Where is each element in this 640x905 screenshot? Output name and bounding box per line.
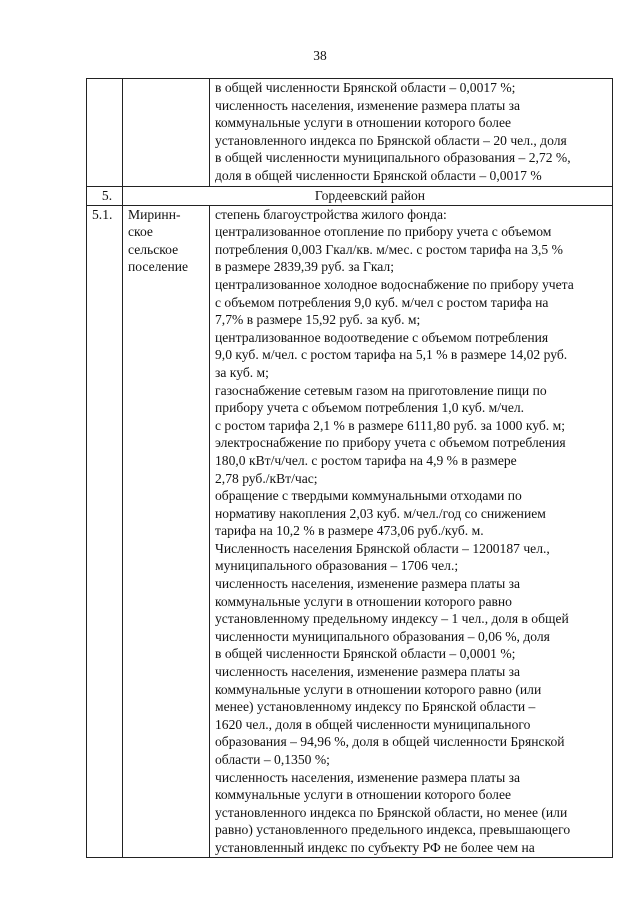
text-line: 9,0 куб. м/чел. с ростом тарифа на 5,1 % в размере 14,02 руб. [215,347,568,363]
text-line: коммунальные услуги в отношении которого равно [215,593,512,609]
text-line: в общей численности Брянской области – 0,0001 %; [215,646,516,662]
text-line: численности муниципального образования – 0,06 %, доля [215,628,550,644]
section-number: 5. [87,187,123,206]
settlement-row [87,205,613,857]
text-line: в размере 2839,39 руб. за Гкал; [215,259,394,275]
text-line: менее) установленному индексу по Брянской области – [215,699,536,715]
text-line: равно) установленного предельного индекса, превышающего [215,822,571,838]
continuation-municipality-cell [123,79,210,187]
text-line: коммунальные услуги в отношении которого более [215,115,512,131]
row-text-cell [210,205,613,857]
tariff-table [86,78,613,858]
page-number: 38 [313,48,327,63]
text-line: с объемом потребления 9,0 куб. м/чел с ростом тарифа на [215,294,549,310]
section-title: Гордеевский район [123,187,613,206]
text-line: численность населения, изменение размера платы за [215,576,521,592]
text-line: образования – 94,96 %, доля в общей численности Брянской [215,734,565,750]
text-line: численность населения, изменение размера платы за [215,769,521,785]
row-number: 5.1. [87,205,123,857]
section-row [87,187,613,206]
text-line: степень благоустройства жилого фонда: [215,206,447,222]
text-line: в общей численности Брянской области – 0,0017 %; [215,80,516,95]
text-line: численность населения, изменение размера платы за [215,97,521,113]
text-line: Численность населения Брянской области – 1200187 чел., [215,540,550,556]
text-line: установленному предельному индексу – 1 чел., доля в общей [215,611,569,627]
text-line: области – 0,1350 %; [215,752,330,767]
text-line: муниципального образования – 1706 чел.; [215,558,459,574]
text-line: коммунальные услуги в отношении которого более [215,787,512,803]
text-line: тарифа на 10,2 % в размере 473,06 руб./куб. м. [215,523,484,539]
text-line: коммунальные услуги в отношении которого равно (или [215,681,542,697]
municipality-line: поселение [128,259,189,275]
text-line: 2,78 руб./кВт/час; [215,470,318,486]
text-line: обращение с твердыми коммунальными отходами по [215,488,522,504]
text-line: 1620 чел., доля в общей численности муниципального [215,716,531,732]
municipality-line: Миринн- [128,206,181,222]
text-line: установленного индекса по Брянской области – 20 чел., доля [215,132,567,148]
text-line: газоснабжение сетевым газом на приготовление пищи по [215,382,547,398]
text-line: численность населения, изменение размера платы за [215,664,521,680]
text-line: 180,0 кВт/ч/чел. с ростом тарифа на 4,9 % в размере [215,452,517,468]
continuation-row [87,79,613,187]
text-line: с ростом тарифа 2,1 % в размере 6111,80 руб. за 1000 куб. м; [215,417,565,433]
text-line: 7,7% в размере 15,92 руб. за куб. м; [215,312,421,328]
text-line: прибору учета с объемом потребления 1,0 куб. м/чел. [215,400,525,416]
text-line: за куб. м; [215,364,269,380]
text-line: централизованное водоотведение с объемом потребления [215,329,549,345]
continuation-number-cell [87,79,123,187]
text-line: установленный индекс по субъекту РФ не более чем на [215,839,535,855]
text-line: в общей численности муниципального образования – 2,72 %, [215,150,571,166]
text-line: электроснабжение по прибору учета с объемом потребления [215,435,566,451]
text-line: централизованное холодное водоснабжение по прибору учета [215,276,574,292]
text-line: централизованное отопление по прибору учета с объемом [215,224,552,240]
municipality-name [123,205,210,857]
municipality-line: сельское [128,241,179,257]
text-line: установленного индекса по Брянской области, но менее (или [215,804,568,820]
continuation-text-cell [210,79,613,187]
text-line: потребления 0,003 Гкал/кв. м/мес. с ростом тарифа на 3,5 % [215,241,563,257]
text-line: нормативу накопления 2,03 куб. м/чел./год со снижением [215,505,546,521]
municipality-line: ское [128,224,153,240]
text-line: доля в общей численности Брянской области – 0,0017 % [215,167,542,183]
